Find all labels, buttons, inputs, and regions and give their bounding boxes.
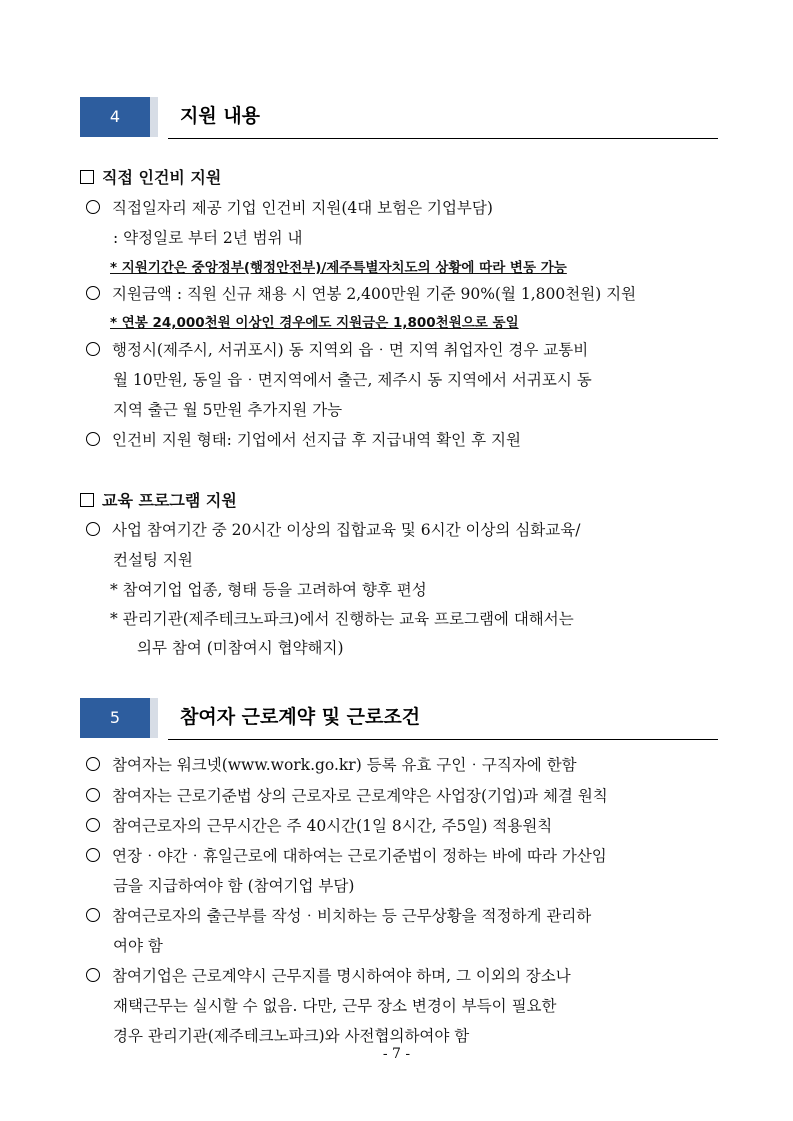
checkbox-square-icon	[80, 170, 94, 184]
note: * 참여기업 업종, 형태 등을 고려하여 향후 편성	[110, 581, 427, 599]
list-item	[86, 196, 493, 218]
list-item	[86, 338, 588, 360]
list-item-text: 참여자는 워크넷(www.work.go.kr) 등록 유효 구인‧구직자에 한함	[112, 756, 577, 774]
list-item-text: 참여근로자의 근무시간은 주 40시간(1일 8시간, 주5일) 적용원칙	[112, 817, 553, 835]
circle-bullet-icon	[86, 432, 100, 446]
list-item-continuation: 금을 지급하여야 함 (참여기업 부담)	[113, 877, 355, 895]
list-item	[86, 784, 608, 806]
circle-bullet-icon	[86, 788, 100, 802]
list-item	[86, 753, 577, 775]
note-text: * 연봉 24,000천원 이상인 경우에도 지원금은 1,800천원으로 동일	[110, 315, 519, 331]
list-item-text: 참여근로자의 출근부를 작성‧비치하는 등 근무상황을 적정하게 관리하	[112, 907, 592, 925]
circle-bullet-icon	[86, 968, 100, 982]
section-4-header	[80, 97, 718, 137]
subheading-label: 직접 인건비 지원	[102, 168, 222, 187]
list-item	[86, 428, 521, 450]
note: * 관리기관(제주테크노파크)에서 진행하는 교육 프로그램에 대해서는	[110, 610, 574, 628]
list-item	[86, 518, 580, 540]
section-title: 지원 내용	[180, 105, 261, 127]
section-underline	[168, 138, 718, 139]
list-item-text: 인건비 지원 형태: 기업에서 선지급 후 지급내역 확인 후 지원	[112, 431, 521, 449]
note-text: * 지원기간은 중앙정부(행정안전부)/제주특별자치도의 상황에 따라 변동 가능	[110, 260, 567, 276]
list-item-text: 사업 참여기간 중 20시간 이상의 집합교육 및 6시간 이상의 심화교육/	[112, 521, 581, 539]
list-item-continuation: 여야 함	[113, 937, 163, 955]
list-item	[86, 282, 636, 304]
section-title: 참여자 근로계약 및 근로조건	[180, 706, 421, 728]
list-item-continuation: : 약정일로 부터 2년 범위 내	[113, 229, 303, 247]
list-item-text: 참여자는 근로기준법 상의 근로자로 근로계약은 사업장(기업)과 체결 원칙	[112, 787, 608, 805]
list-item-continuation: 월 10만원, 동일 읍‧면지역에서 출근, 제주시 동 지역에서 서귀포시 동	[113, 371, 592, 389]
subheading-label: 교육 프로그램 지원	[102, 491, 237, 510]
page-number: - 7 -	[382, 1046, 411, 1062]
circle-bullet-icon	[86, 757, 100, 771]
list-item-continuation: 경우 관리기관(제주테크노파크)와 사전협의하여야 함	[113, 1027, 470, 1045]
section-number-badge: 4	[80, 97, 150, 137]
list-item-text: 참여기업은 근로계약시 근무지를 명시하여야 하며, 그 이외의 장소나	[112, 967, 571, 985]
note	[110, 256, 567, 276]
list-item	[86, 844, 607, 866]
section-number-badge: 5	[80, 698, 150, 738]
list-item-continuation: 재택근무는 실시할 수 없음. 다만, 근무 장소 변경이 부득이 필요한	[113, 997, 557, 1015]
section-underline	[168, 739, 718, 740]
circle-bullet-icon	[86, 342, 100, 356]
list-item-continuation: 컨설팅 지원	[113, 551, 193, 569]
circle-bullet-icon	[86, 286, 100, 300]
list-item	[86, 904, 591, 926]
note	[110, 311, 519, 331]
section-5-header	[80, 698, 718, 738]
note-continuation: 의무 참여 (미참여시 협약해지)	[137, 639, 344, 657]
circle-bullet-icon	[86, 818, 100, 832]
list-item-text: 지원금액 : 직원 신규 채용 시 연봉 2,400만원 기준 90%(월 1,800천원) 지원	[112, 285, 637, 303]
subheading-education	[80, 488, 237, 511]
list-item	[86, 964, 571, 986]
circle-bullet-icon	[86, 908, 100, 922]
circle-bullet-icon	[86, 522, 100, 536]
list-item-text: 연장‧야간‧휴일근로에 대하여는 근로기준법이 정하는 바에 따라 가산임	[112, 847, 607, 865]
circle-bullet-icon	[86, 848, 100, 862]
list-item-text: 직접일자리 제공 기업 인건비 지원(4대 보험은 기업부담)	[112, 199, 493, 217]
checkbox-square-icon	[80, 493, 94, 507]
list-item	[86, 814, 552, 836]
list-item-continuation: 지역 출근 월 5만원 추가지원 가능	[113, 401, 343, 419]
list-item-text: 행정시(제주시, 서귀포시) 동 지역외 읍‧면 지역 취업자인 경우 교통비	[112, 341, 589, 359]
circle-bullet-icon	[86, 200, 100, 214]
subheading-direct-labor	[80, 165, 221, 188]
